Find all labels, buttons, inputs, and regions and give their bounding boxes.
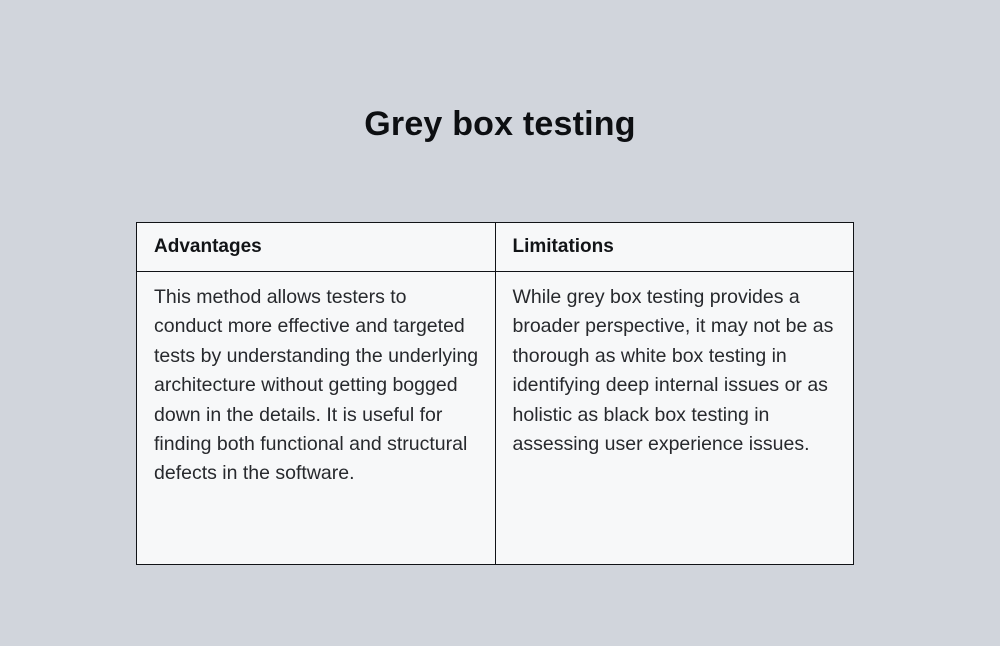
header-cell-advantages: Advantages (137, 223, 496, 272)
table-body-row (137, 272, 854, 565)
header-cell-limitations: Limitations (495, 223, 854, 272)
table-header-row (137, 223, 854, 272)
comparison-table (136, 222, 854, 565)
body-cell-advantages: This method allows testers to conduct more effective and targeted tests by understanding the underlying architecture without getting bogged down in the details. It is useful for finding both functional and structural defects in the software. (137, 272, 496, 565)
body-cell-limitations: While grey box testing provides a broader perspective, it may not be as thorough as white box testing in identifying deep internal issues or as holistic as black box testing in assessing user experience issues. (495, 272, 854, 565)
page-title: Grey box testing (364, 104, 636, 143)
